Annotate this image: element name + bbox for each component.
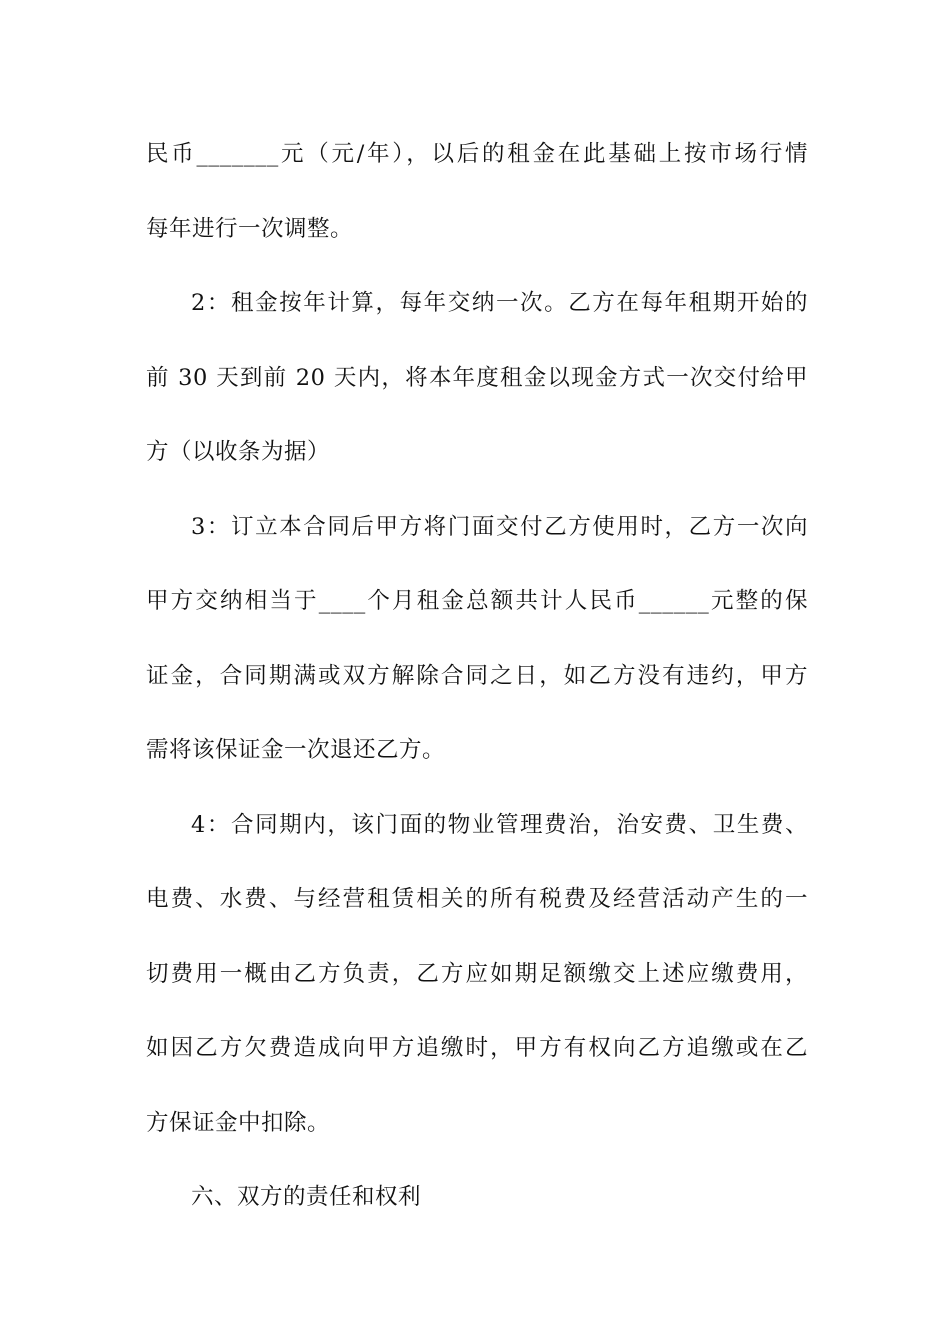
text-line-7: 甲方交纳相当于____个月租金总额共计人民币______元整的保 [146, 588, 808, 614]
text-line-13: 如因乙方欠费造成向甲方追缴时，甲方有权向乙方追缴或在乙 [146, 1035, 808, 1061]
section-heading-6: 六、双方的责任和权利 [191, 1184, 422, 1210]
document-body [146, 117, 808, 1235]
text-line-14: 方保证金中扣除。 [146, 1109, 331, 1136]
text-line-11: 电费、水费、与经营租赁相关的所有税费及经营活动产生的一 [146, 886, 808, 912]
text-line-1: 民币_______元（元/年），以后的租金在此基础上按市场行情 [146, 141, 808, 167]
text-line-6: 3：订立本合同后甲方将门面交付乙方使用时，乙方一次向 [191, 513, 808, 540]
text-line-10: 4：合同期内，该门面的物业管理费治，治安费、卫生费、 [191, 811, 808, 838]
text-line-9: 需将该保证金一次退还乙方。 [146, 737, 446, 763]
text-line-8: 证金，合同期满或双方解除合同之日，如乙方没有违约，甲方 [146, 662, 808, 689]
text-line-4: 前 30 天到前 20 天内，将本年度租金以现金方式一次交付给甲 [146, 364, 808, 391]
text-line-2: 每年进行一次调整。 [146, 215, 354, 242]
text-line-12: 切费用一概由乙方负责，乙方应如期足额缴交上述应缴费用， [146, 960, 808, 987]
text-line-3: 2：租金按年计算，每年交纳一次。乙方在每年租期开始的 [191, 290, 808, 316]
text-line-5: 方（以收条为据） [146, 439, 331, 465]
